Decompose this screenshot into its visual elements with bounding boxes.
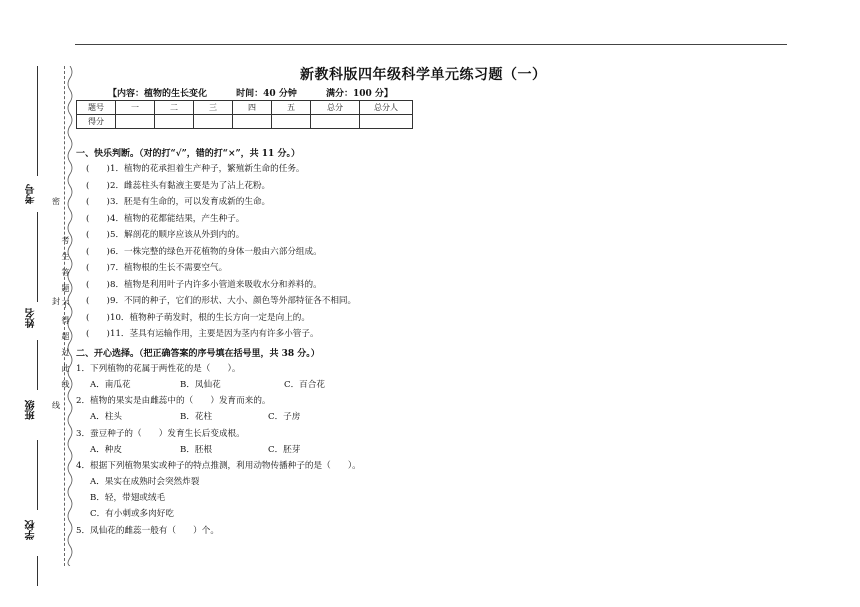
binding-notice: 考生答题不得超过此线	[61, 236, 70, 396]
judge-item	[86, 278, 356, 295]
judge-text: 1．植物的花承担着生产种子，繁殖新生命的任务。	[110, 164, 305, 174]
choice-option[interactable]: C．胚芽	[268, 445, 301, 455]
judge-text: 6．一株完整的绿色开花植物的身体一般由六部分组成。	[110, 246, 322, 257]
choice-option[interactable]: C．百合花	[284, 380, 325, 390]
score-header: 三	[194, 101, 233, 115]
answer-blank[interactable]: ( )	[86, 246, 110, 257]
score-cell[interactable]	[233, 115, 272, 129]
class-label: 班级	[26, 400, 37, 420]
judge-item	[86, 162, 356, 179]
judge-item	[86, 228, 356, 245]
judge-text: 7．植物根的生长不需要空气。	[110, 263, 228, 273]
choice-question-4: 4．根据下列植物果实或种子的特点推测，利用动物传播种子的是（ ）。	[76, 461, 361, 471]
page-title: 新教科版四年级科学单元练习题（一）	[300, 67, 547, 83]
info-content: 【内容：植物的生长变化	[108, 89, 208, 99]
judge-item	[86, 195, 356, 212]
score-cell[interactable]	[116, 115, 155, 129]
judge-text: 10．植物种子萌发时，根的生长方向一定是向上的。	[110, 312, 310, 323]
choice-question-2: 2．植物的果实是由雌蕊中的（ ）发育而来的。	[76, 396, 271, 406]
judge-text: 5．解剖花的顺序应该从外到内的。	[110, 230, 245, 240]
judge-text: 3．胚是有生命的，可以发育成新的生命。	[110, 197, 271, 207]
choice-option[interactable]: A．果实在成熟时会突然炸裂	[90, 477, 200, 487]
score-header: 题号	[77, 101, 116, 115]
score-header: 四	[233, 101, 272, 115]
score-header: 总分人	[360, 101, 413, 115]
info-time: 时间：40 分钟	[236, 89, 297, 99]
answer-blank[interactable]: ( )	[86, 230, 110, 240]
school-label: 学校	[26, 520, 37, 540]
judge-text: 2．雌蕊柱头有黏液主要是为了沾上花粉。	[110, 180, 271, 191]
answer-blank[interactable]: ( )	[86, 164, 110, 174]
name-line-bottom	[37, 340, 38, 390]
judge-text: 11．茎具有运输作用，主要是因为茎内有许多小管子。	[110, 329, 319, 339]
choice-option[interactable]: B．胚根	[180, 445, 213, 455]
choice-option[interactable]: A．南瓜花	[90, 380, 131, 390]
judge-item	[86, 294, 356, 311]
choice-option[interactable]: C．有小刺或多肉好吃	[90, 509, 174, 519]
seal-char-1: 密	[52, 197, 60, 206]
name-line-top	[37, 212, 38, 302]
score-header: 二	[155, 101, 194, 115]
class-line	[37, 440, 38, 510]
answer-blank[interactable]: ( )	[86, 279, 110, 290]
judge-text: 9．不同的种子，它们的形状、大小、颜色等外部特征各不相同。	[110, 296, 357, 306]
info-score: 满分：100 分】	[325, 89, 393, 99]
judge-text: 4．植物的花都能结果，产生种子。	[110, 213, 245, 224]
answer-blank[interactable]: ( )	[86, 180, 110, 191]
score-cell[interactable]	[194, 115, 233, 129]
score-table-score-row	[77, 115, 413, 129]
exam-no-line	[37, 66, 38, 176]
choice-option[interactable]: B．轻，带翅或绒毛	[90, 493, 166, 503]
choice-option[interactable]: C．子房	[268, 412, 301, 422]
score-table-header-row	[77, 101, 413, 115]
exam-no-label: 考号	[26, 184, 37, 204]
score-header: 总分	[311, 101, 360, 115]
judge-item	[86, 212, 356, 229]
judge-item	[86, 261, 356, 278]
section1-heading: 一、快乐判断。（对的打“√”，错的打“×”，共 11 分。）	[76, 149, 300, 159]
judge-item	[86, 245, 356, 262]
answer-blank[interactable]: ( )	[86, 197, 110, 207]
name-label: 姓名	[26, 308, 37, 328]
judge-item	[86, 327, 356, 344]
score-cell[interactable]	[155, 115, 194, 129]
choice-question-1: 1．下列植物的花属于两性花的是（ ）。	[76, 364, 241, 374]
school-line	[37, 556, 38, 586]
seal-char-2: 封	[52, 297, 60, 306]
seal-char-3: 线	[52, 401, 60, 410]
answer-blank[interactable]: ( )	[86, 263, 110, 273]
choice-option[interactable]: B．凤仙花	[180, 380, 221, 390]
score-header: 五	[272, 101, 311, 115]
exam-info	[108, 86, 419, 99]
choice-option[interactable]: B．花柱	[180, 412, 213, 422]
judge-item	[86, 179, 356, 196]
answer-blank[interactable]: ( )	[86, 312, 110, 323]
judge-item	[86, 311, 356, 328]
answer-blank[interactable]: ( )	[86, 329, 110, 339]
score-row-label: 得分	[77, 115, 116, 129]
choice-question-3: 3．蚕豆种子的（ ）发育生长后变成根。	[76, 429, 245, 439]
score-table	[76, 100, 413, 129]
section1-list	[86, 162, 356, 344]
judge-text: 8．植物是利用叶子内许多小管道来吸收水分和养料的。	[110, 279, 322, 290]
score-header: 一	[116, 101, 155, 115]
score-cell[interactable]	[360, 115, 413, 129]
answer-blank[interactable]: ( )	[86, 296, 110, 306]
choice-question-5: 5．凤仙花的雌蕊一般有（ ）个。	[76, 526, 219, 536]
choice-option[interactable]: A．柱头	[90, 412, 122, 422]
score-cell[interactable]	[272, 115, 311, 129]
section2-heading: 二、开心选择。（把正确答案的序号填在括号里，共 38 分。）	[76, 349, 320, 359]
top-rule	[75, 44, 787, 45]
answer-blank[interactable]: ( )	[86, 213, 110, 224]
score-cell[interactable]	[311, 115, 360, 129]
choice-option[interactable]: A．种皮	[90, 445, 122, 455]
